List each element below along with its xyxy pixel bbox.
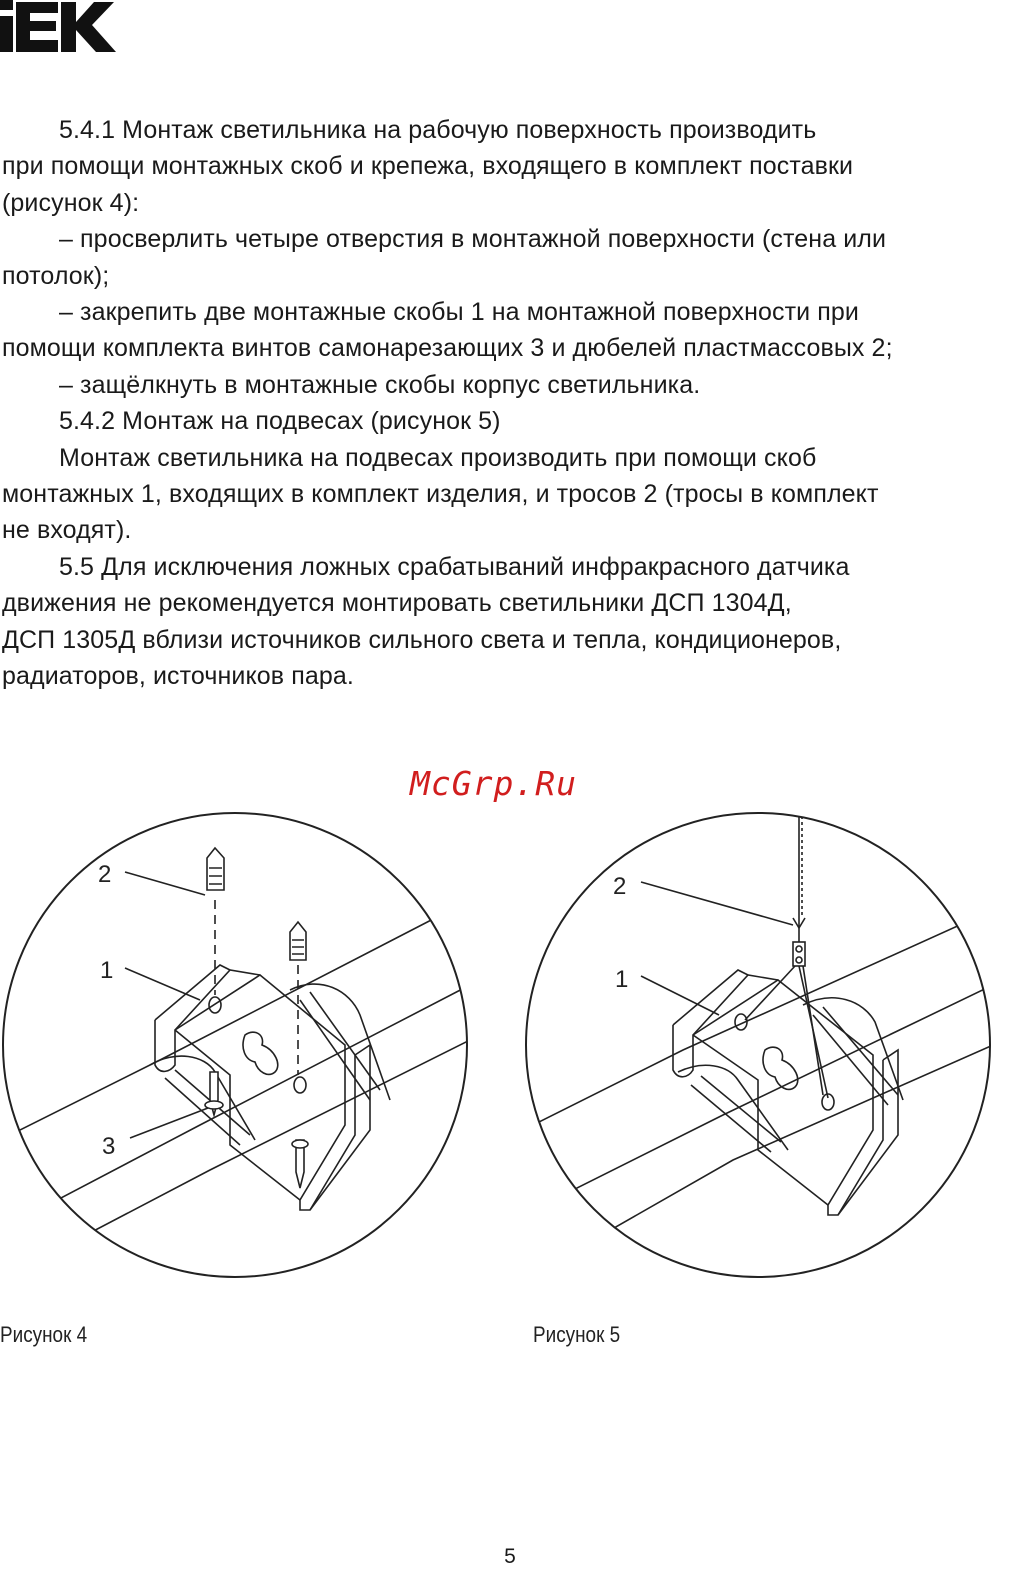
text-line: монтажных 1, входящих в комплект изделия, и тросов 2 (тросы в комплект [2, 480, 879, 509]
figure-5-label-2: 2 [613, 873, 627, 900]
figure-4-label-3: 3 [102, 1133, 116, 1160]
text-line: – закрепить две монтажные скобы 1 на монтажной поверхности при [59, 298, 859, 327]
figure-5-suspension-mounting [523, 810, 993, 1280]
instructions-text [2, 112, 1012, 695]
text-line: движения не рекомендуется монтировать светильники ДСП 1304Д, [2, 589, 792, 618]
text-line: Монтаж светильника на подвесах производить при помощи скоб [59, 443, 817, 472]
text-line: 5.5 Для исключения ложных срабатываний инфракрасного датчика [59, 552, 850, 581]
text-line: 5.4.2 Монтаж на подвесах (рисунок 5) [59, 407, 501, 436]
figure-4-surface-mounting [0, 810, 470, 1280]
figure-4-label-1: 1 [100, 957, 114, 984]
text-line: ДСП 1305Д вблизи источников сильного света и тепла, кондиционеров, [2, 625, 842, 654]
watermark: McGrp.Ru [410, 764, 577, 803]
text-line: – защёлкнуть в монтажные скобы корпус светильника. [59, 370, 701, 399]
figure-4-caption: Рисунок 4 [0, 1322, 88, 1347]
text-line: 5.4.1 Монтаж светильника на рабочую поверхность производить [59, 116, 817, 144]
text-line: – просверлить четыре отверстия в монтажной поверхности (стена или [59, 225, 887, 254]
text-line: при помощи монтажных скоб и крепежа, входящего в комплект поставки [2, 152, 854, 181]
figure-5-label-1: 1 [615, 966, 629, 993]
figure-4-label-2: 2 [98, 861, 112, 888]
text-line: помощи комплекта винтов самонарезающих 3 и дюбелей пластмассовых 2; [2, 334, 893, 363]
page-number: 5 [504, 1545, 516, 1568]
iek-logo [0, 0, 116, 56]
figure-5-caption: Рисунок 5 [533, 1322, 621, 1347]
text-line: не входят). [2, 516, 132, 545]
text-line: (рисунок 4): [2, 188, 140, 217]
text-line: радиаторов, источников пара. [2, 662, 354, 691]
text-line: потолок); [2, 261, 110, 290]
